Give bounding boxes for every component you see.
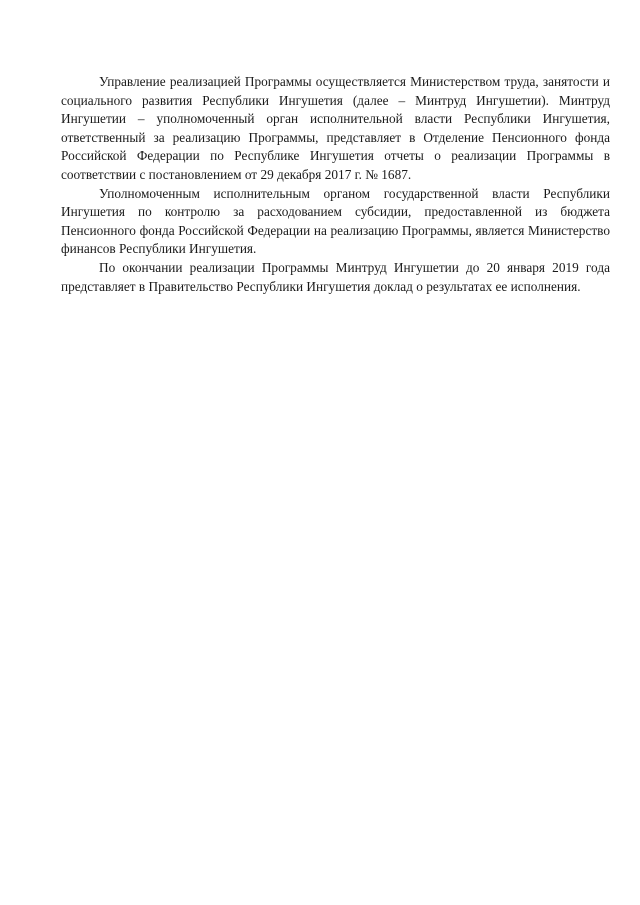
- document-body: [61, 73, 610, 296]
- paragraph-final-report: По окончании реализации Программы Минтруд Ингушетии до 20 января 2019 года представляет в Правительство Республики Ингушетия доклад о результатах ее исполнения.: [61, 259, 610, 294]
- paragraph-authorized-body: Уполномоченным исполнительным органом государственной власти Республики Ингушетия по контролю за расходованием субсидии, предоставленной из бюджета Пенсионного фонда Российской Федерации на реализацию Программы, является Министерство финансов Республики Ингушетия.: [61, 185, 610, 257]
- paragraph-program-management: Управление реализацией Программы осуществляется Министерством труда, занятости и социального развития Республики Ингушетия (далее – Минтруд Ингушетии). Минтруд Ингушетии – уполномоченный орган исполнительной власти Республики Ингушетия, ответственный за реализацию Программы, представляет в Отделение Пенсионного фонда Российской Федерации по Республике Ингушетия отчеты о реализации Программы в соответствии с постановлением от 29 декабря 2017 г. № 1687.: [61, 74, 610, 182]
